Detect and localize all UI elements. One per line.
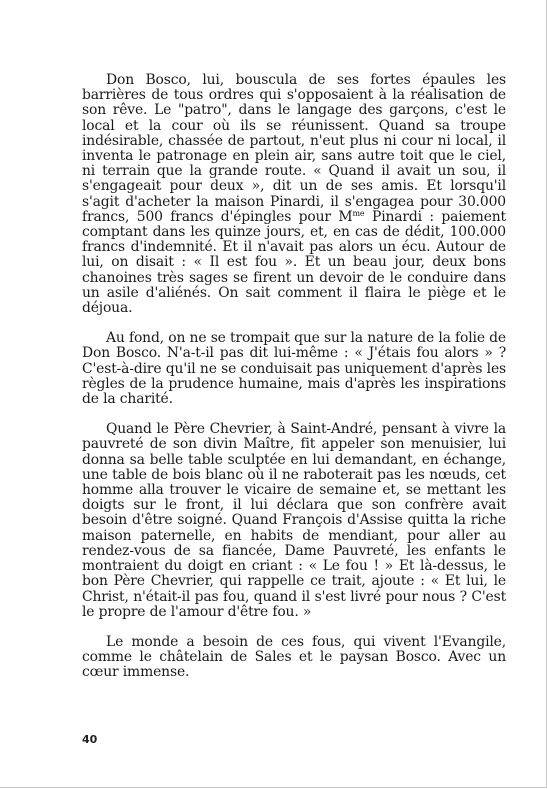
paragraph-1-text-cont: Pinardi : paiement comptant dans les quinze jours, et, en cas de dédit, 100.000 francs d'indemnité. Et il n'avait pas alors un écu. Autour de lui, on disait : « Il est fou ». Et un beau jour, deux bons chanoines très sages se firent un devoir de le conduire dans un asile d'aliénés. On sait comment il flaira le piège et le déjoua. <box>82 208 506 317</box>
paragraph-3: Quand le Père Chevrier, à Saint-André, pensant à vivre la pauvreté de son divin Maître, fit appeler son menuisier, lui donna sa belle table sculptée en lui demandant, en échange, une table de bois blanc où il ne raboterait pas les nœuds, cet homme alla trouver le vicaire de semaine et, se mettant les doigts sur le front, il lui déclara que son confrère avait besoin d'être soigné. Quand François d'Assise quitta la riche maison paternelle, en habits de mendiant, pour aller au rendez-vous de sa fiancée, Dame Pauvreté, les enfants le montraient du doigt en criant : « Le fou ! » Et là-dessus, le bon Père Chevrier, qui rappelle ce trait, ajoute : « Et lui, le Christ, n'était-il pas fou, quand il s'est livré pour nous ? C'est le propre de l'amour d'être fou. » <box>82 421 506 620</box>
paragraph-1-text: Don Bosco, lui, bouscula de ses fortes épaules les barrières de tous ordres qui s'opposaient à la réalisation de son rêve. Le "patro", dans le langage des garçons, c'est le local et la cour où ils se réunissent. Quand sa troupe indésirable, chassée de partout, n'eut plus ni cour ni local, il inventa le patronage en plein air, sans autre toit que le ciel, ni terrain que la grande route. « Quand il avait un sou, il s'engageait pour deux », dit un de ses amis. Et lorsqu'il s'agit d'acheter la maison Pinardi, il s'engagea pour 30.000 francs, 500 francs d'épingles pour M <box>82 72 506 225</box>
paragraph-4: Le monde a besoin de ces fous, qui vivent l'Evangile, comme le châtelain de Sales et le paysan Bosco. Avec un cœur immense. <box>82 633 506 681</box>
superscript-me: me <box>352 208 365 218</box>
paragraph-1 <box>82 73 506 316</box>
paragraph-2: Au fond, on ne se trompait que sur la nature de la folie de Don Bosco. N'a-t-il pas dit lui-même : « J'étais fou alors » ? C'est-à-dire qu'il ne se conduisait pas uniquement d'après les règles de la prudence humaine, mais d'après les inspirations de la charité. <box>82 330 506 408</box>
body-text <box>82 73 506 681</box>
page-number: 40 <box>82 733 98 746</box>
